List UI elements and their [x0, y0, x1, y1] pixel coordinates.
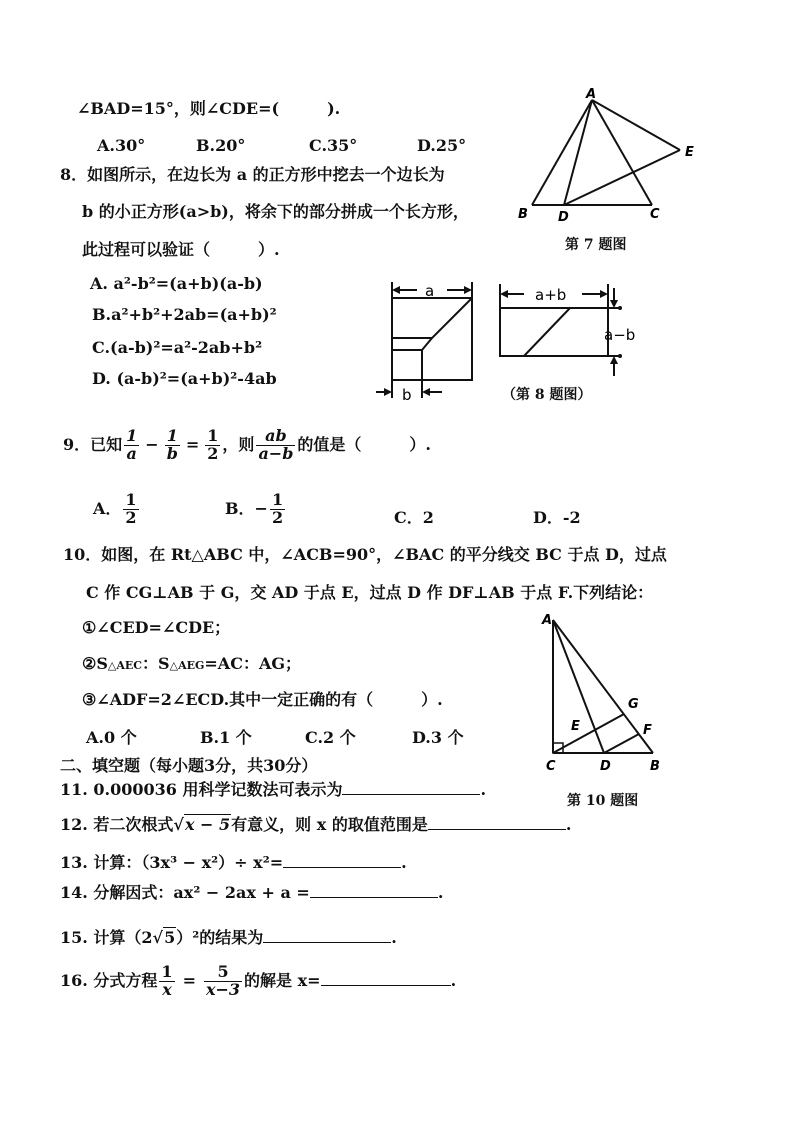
q10-conclusion-3: ③∠ADF=2∠ECD.其中一定正确的有（ ）. — [82, 690, 443, 709]
fig10-label-g: G — [628, 697, 639, 712]
q16: 16. 分式方程 $\frac{1}{x}$ = $\frac{5}{x-3}$ 的解是 x= . — [60, 962, 457, 999]
fig10-label-a: A — [542, 613, 553, 628]
fig10-caption: 第 10 题图 — [567, 793, 639, 809]
fig7-label-c: C — [650, 207, 660, 222]
q8-line2: b 的小正方形(a>b)，将余下的部分拼成一个长方形， — [82, 202, 469, 221]
fig8-label-a-minus-b: a−b — [604, 326, 636, 344]
q9-frac-ab-over-a-minus-b: $\frac{ab}{a-b}$ — [258, 426, 294, 463]
q15-radical: √5 — [152, 928, 176, 947]
q11-answer-blank[interactable] — [342, 780, 480, 795]
q10-option-a: A.0 个 — [86, 728, 137, 747]
fig10-label-b: B — [650, 759, 660, 774]
q7-option-a: A.30° — [97, 136, 146, 155]
fig8-caption: （第 8 题图） — [502, 387, 592, 403]
q14: 14. 分解因式：ax² − 2ax + a = . — [60, 883, 444, 902]
fig10-label-c: C — [546, 759, 556, 774]
q12-radical: √x − 5 — [173, 815, 231, 834]
q7-option-c: C.35° — [309, 136, 358, 155]
q9-stem: 9．已知 $\frac{1}{a}$ − $\frac{1}{b}$ = $\frac{1}{2}$ ，则 $\frac{ab}{a-b}$ 的值是（ ）. — [63, 426, 431, 463]
q8-line3: 此过程可以验证（ ）. — [82, 240, 280, 259]
fig8-label-a: a — [425, 282, 435, 300]
fig7-label-b: B — [518, 207, 528, 222]
q14-answer-blank[interactable] — [310, 883, 438, 898]
fig8-label-a-plus-b: a+b — [535, 286, 567, 304]
q9-frac-1-over-b: $\frac{1}{b}$ — [166, 426, 178, 463]
figure-10 — [538, 610, 678, 800]
q15: 15. 计算（2√5）²的结果为 . — [60, 928, 397, 947]
q11: 11. 0.000036 用科学记数法可表示为 . — [60, 780, 487, 799]
q9-frac-1-over-a: $\frac{1}{a}$ — [126, 426, 138, 463]
fig7-label-a: A — [586, 87, 597, 102]
fig10-label-e: E — [571, 719, 580, 734]
fig7-label-e: E — [685, 145, 694, 160]
q8-option-a: A. a²-b²=(a+b)(a-b) — [90, 274, 263, 293]
q8-option-b: B.a²+b²+2ab=(a+b)² — [92, 305, 277, 324]
q9-frac-1-over-2: $\frac{1}{2}$ — [207, 426, 219, 463]
fig7-label-d: D — [558, 210, 569, 225]
q10-option-d: D.3 个 — [412, 728, 464, 747]
q8-option-c: C.(a-b)²=a²-2ab+b² — [92, 338, 263, 357]
q12: 12. 若二次根式√x − 5有意义，则 x 的取值范围是 . — [60, 815, 572, 834]
q10-option-b: B.1 个 — [200, 728, 252, 747]
q7-option-d: D.25° — [417, 136, 467, 155]
q13: 13. 计算：（3x³ − x²）÷ x²= . — [60, 853, 407, 872]
q10-line1: 10．如图，在 Rt△ABC 中，∠ACB=90°，∠BAC 的平分线交 BC 于点 D，过点 — [63, 545, 667, 564]
fig8-label-b: b — [402, 386, 412, 404]
q16-answer-blank[interactable] — [321, 971, 451, 986]
q16-frac-5-over-x-minus-3: $\frac{5}{x-3}$ — [205, 962, 241, 999]
figure-7 — [512, 87, 712, 230]
q7-option-b: B.20° — [196, 136, 246, 155]
q10-line2: C 作 CG⊥AB 于 G，交 AD 于点 E，过点 D 作 DF⊥AB 于点 F.下列结论： — [86, 583, 654, 602]
q9-option-d: D．-2 — [533, 508, 581, 527]
q13-answer-blank[interactable] — [283, 853, 401, 868]
q16-frac-1-over-x: $\frac{1}{x}$ — [161, 962, 173, 999]
q10-conclusion-1: ①∠CED=∠CDE； — [82, 618, 231, 637]
q15-answer-blank[interactable] — [263, 928, 391, 943]
fig7-caption: 第 7 题图 — [565, 237, 627, 253]
q9-option-c: C．2 — [394, 508, 434, 527]
q12-answer-blank[interactable] — [428, 815, 566, 830]
section2-heading: 二、填空题（每小题3分，共30分） — [60, 756, 318, 775]
q9-option-a: A． $\frac{1}{2}$ — [93, 490, 137, 527]
fig10-label-d: D — [600, 759, 611, 774]
q9-option-b: B．− $\frac{1}{2}$ — [225, 490, 284, 527]
q7-stem-tail: ∠BAD=15°，则∠CDE=( ). — [77, 99, 341, 118]
q8-line1: 8．如图所示，在边长为 a 的正方形中挖去一个边长为 — [60, 165, 445, 184]
q10-conclusion-2: ②S△AEC：S△AEG=AC：AG； — [82, 654, 302, 673]
q10-option-c: C.2 个 — [305, 728, 356, 747]
fig10-label-f: F — [643, 723, 652, 738]
q8-option-d: D. (a-b)²=(a+b)²-4ab — [92, 369, 277, 388]
